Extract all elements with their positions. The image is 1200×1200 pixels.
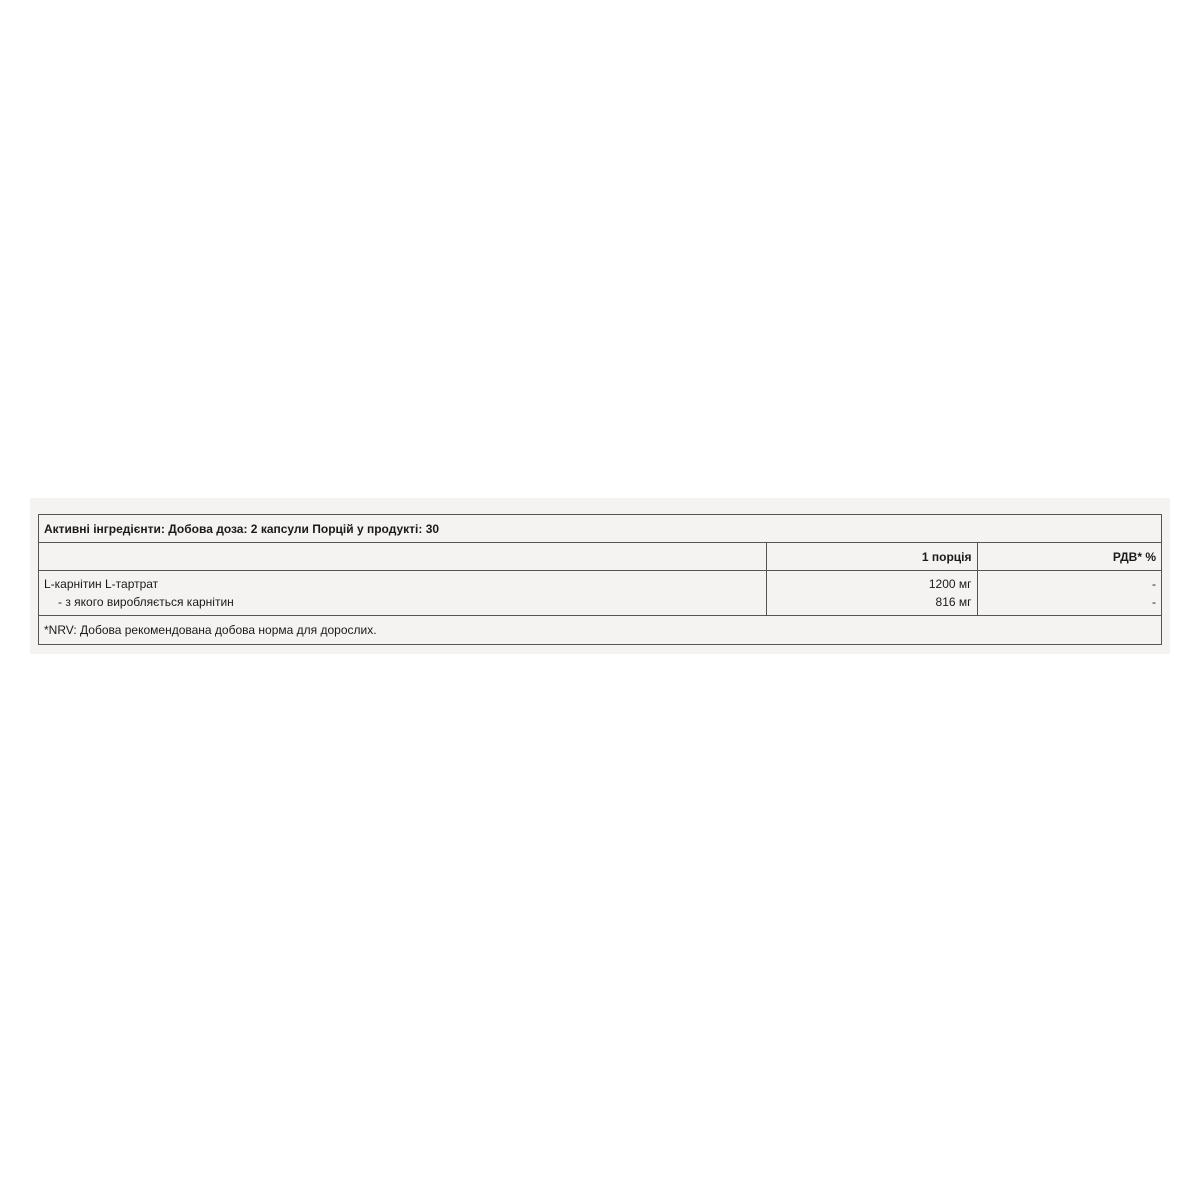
table-title-row (39, 515, 1162, 543)
ingredient-nrv: - (1152, 577, 1156, 591)
ingredient-sub-portion: 816 мг (935, 595, 972, 609)
supplement-facts-panel (30, 498, 1170, 654)
ingredient-name-cell (39, 571, 767, 616)
table-footer-row (39, 616, 1162, 645)
header-nrv: РДВ* % (977, 543, 1161, 571)
supplement-facts-table (38, 514, 1162, 645)
header-portion: 1 порція (767, 543, 977, 571)
header-name-cell (39, 543, 767, 571)
table-row (39, 571, 1162, 616)
table-header-row (39, 543, 1162, 571)
table-title: Активні інгредієнти: Добова доза: 2 капсули Порцій у продукті: 30 (39, 515, 1162, 543)
table-footnote: *NRV: Добова рекомендована добова норма для дорослих. (39, 616, 1162, 645)
ingredient-sub-name: - з якого виробляється карнітин (58, 595, 234, 609)
ingredient-portion: 1200 мг (928, 577, 972, 591)
ingredient-portion-cell (767, 571, 977, 616)
ingredient-nrv-cell (977, 571, 1161, 616)
ingredient-name: L-карнітин L-тартрат (44, 577, 159, 591)
ingredient-sub-nrv: - (1152, 595, 1156, 609)
